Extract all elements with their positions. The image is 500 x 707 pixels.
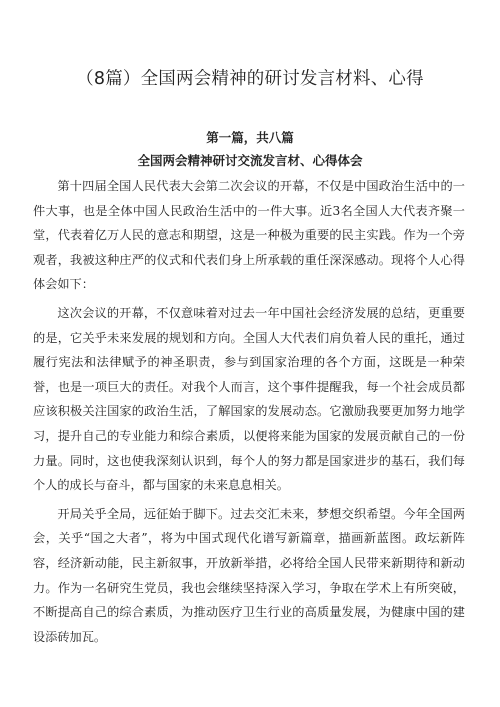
section-title: 全国两会精神研讨交流发言材、心得体会 xyxy=(137,153,363,168)
paragraph-3: 开局关乎全局，远征始于脚下。过去交汇未来，梦想交织希望。今年全国两会，关乎“国之大者”，将为中国式现代化谱写新篇章，描画新蓝图。政坛新阵容，经济新动能，民主新叙事，开放新举措，必将给全国人民带来新期待和新动力。作为一名研究生党员，我也会继续坚持深入学习，争取在学术上有所突破，不断提高自己的综合素质，为推动医疗卫生行业的高质量发展，为健康中国的建设添砖加瓦。 xyxy=(33,506,465,644)
paragraph-2: 这次会议的开幕，不仅意味着对过去一年中国社会经济发展的总结，更重要的是，它关乎未来发展的规划和方向。全国人大代表们肩负着人民的重托，通过履行宪法和法律赋予的神圣职责，参与到国家治理的各个方面，这既是一种荣誉，也是一项巨大的责任。对我个人而言，这个事件提醒我，每一个社会成员都应该积极关注国家的政治生活，了解国家的发展动态。它激励我要更加努力地学习，提升自己的专业能力和综合素质，以便将来能为国家的发展贡献自己的一份力量。同时，这也使我深刻认识到，每个人的努力都是国家进步的基石，我们每个人的成长与奋斗，都与国家的未来息息相关。 xyxy=(33,305,465,493)
body-text xyxy=(33,174,465,649)
paragraph-1: 第十四届全国人民代表大会第二次会议的开幕，不仅是中国政治生活中的一件大事，也是全体中国人民政治生活中的一件大事。近3名全国人大代表齐聚一堂，代表着亿万人民的意志和期望，这是一种极为重要的民主实践。作为一个旁观者，我被这种庄严的仪式和代表们身上所承载的重任深深感动。现将个人心得体会如下： xyxy=(33,179,465,292)
part-label: 第一篇，共八篇 xyxy=(206,130,294,145)
document-title: （8篇）全国两会精神的研讨发言材料、心得 xyxy=(76,69,424,89)
